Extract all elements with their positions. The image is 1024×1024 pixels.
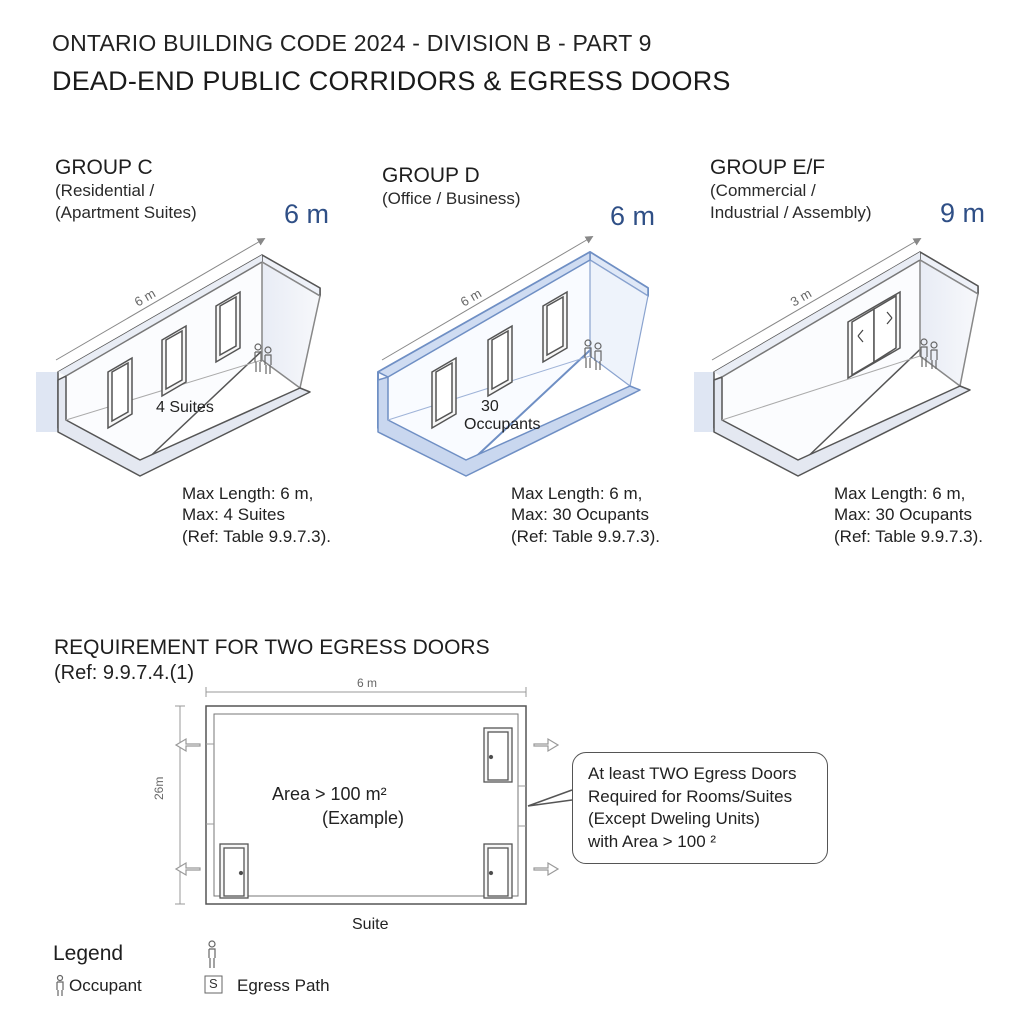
group-c-length: 6 m — [284, 199, 330, 229]
egress-section-title: REQUIREMENT FOR TWO EGRESS DOORS — [54, 636, 490, 659]
egress-note-text — [588, 763, 796, 853]
group-d-corridor — [378, 252, 648, 476]
egress-note-line-4: with Area > 100 ² — [588, 831, 717, 851]
group-c-title: GROUP C — [55, 156, 153, 179]
page-title: ONTARIO BUILDING CODE 2024 - DIVISION B - PART 9 — [52, 30, 652, 56]
group-c-center-label: 4 Suites — [156, 399, 214, 416]
group-d-dimension: 6 m — [457, 285, 484, 310]
page-subtitle: DEAD-END PUBLIC CORRIDORS & EGRESS DOORS — [52, 66, 731, 96]
group-d-spec-3: (Ref: Table 9.9.7.3). — [511, 527, 660, 546]
egress-note-line-1: At least TWO Egress Doors — [588, 764, 797, 783]
group-c-dimension: 6 m — [131, 285, 158, 310]
plan-height-dim: 26m — [152, 776, 166, 800]
group-d-desc-1: (Office / Business) — [382, 189, 521, 208]
group-ef-spec-3: (Ref: Table 9.9.7.3). — [834, 527, 983, 546]
legend-figure-icon — [209, 941, 215, 968]
group-ef-desc-2: Industrial / Assembly) — [710, 203, 872, 222]
group-ef-length: 9 m — [940, 198, 986, 228]
note-pointer — [528, 790, 572, 806]
legend-occupant-label: Occupant — [69, 976, 142, 995]
group-d-spec-2: Max: 30 Ocupants — [511, 505, 649, 524]
plan-area-sub: (Example) — [322, 808, 405, 828]
group-c-spec-3: (Ref: Table 9.9.7.3). — [182, 527, 331, 546]
egress-note-line-3: (Except Dweling Units) — [588, 809, 760, 828]
egress-plan-room — [206, 706, 526, 904]
plan-width-dim: 6 m — [357, 676, 378, 690]
plan-area-label: Area > 100 m² — [272, 784, 387, 804]
group-d-spec-1: Max Length: 6 m, — [511, 484, 643, 503]
group-ef-title: GROUP E/F — [710, 156, 826, 179]
egress-note-line-2: Required for Rooms/Suites — [588, 786, 793, 806]
group-d-length: 6 m — [610, 201, 656, 231]
group-c-desc-2: (Apartment Suites) — [55, 203, 197, 222]
group-c-spec-2: Max: 4 Suites — [182, 505, 285, 524]
plan-suite-label: Suite — [352, 916, 389, 933]
legend-egress-symbol: S — [209, 976, 218, 991]
group-c-desc-1: (Residential / — [55, 181, 155, 200]
group-d-title: GROUP D — [382, 164, 480, 187]
group-ef-spec-1: Max Length: 6 m, — [834, 484, 966, 503]
group-ef-desc-1: (Commercial / — [710, 181, 816, 200]
legend-title: Legend — [53, 942, 124, 965]
group-ef-spec-2: Max: 30 Ocupants — [834, 505, 972, 524]
group-d-center-label-2: Occupants — [464, 416, 541, 433]
legend-egress-label: Egress Path — [237, 976, 330, 995]
egress-section-ref: (Ref: 9.9.7.4.(1) — [54, 662, 195, 684]
group-c-spec-1: Max Length: 6 m, — [182, 484, 314, 503]
group-ef-dimension: 3 m — [787, 285, 814, 310]
group-d-center-label-1: 30 — [481, 398, 499, 415]
legend-occupant-icon — [57, 976, 63, 997]
